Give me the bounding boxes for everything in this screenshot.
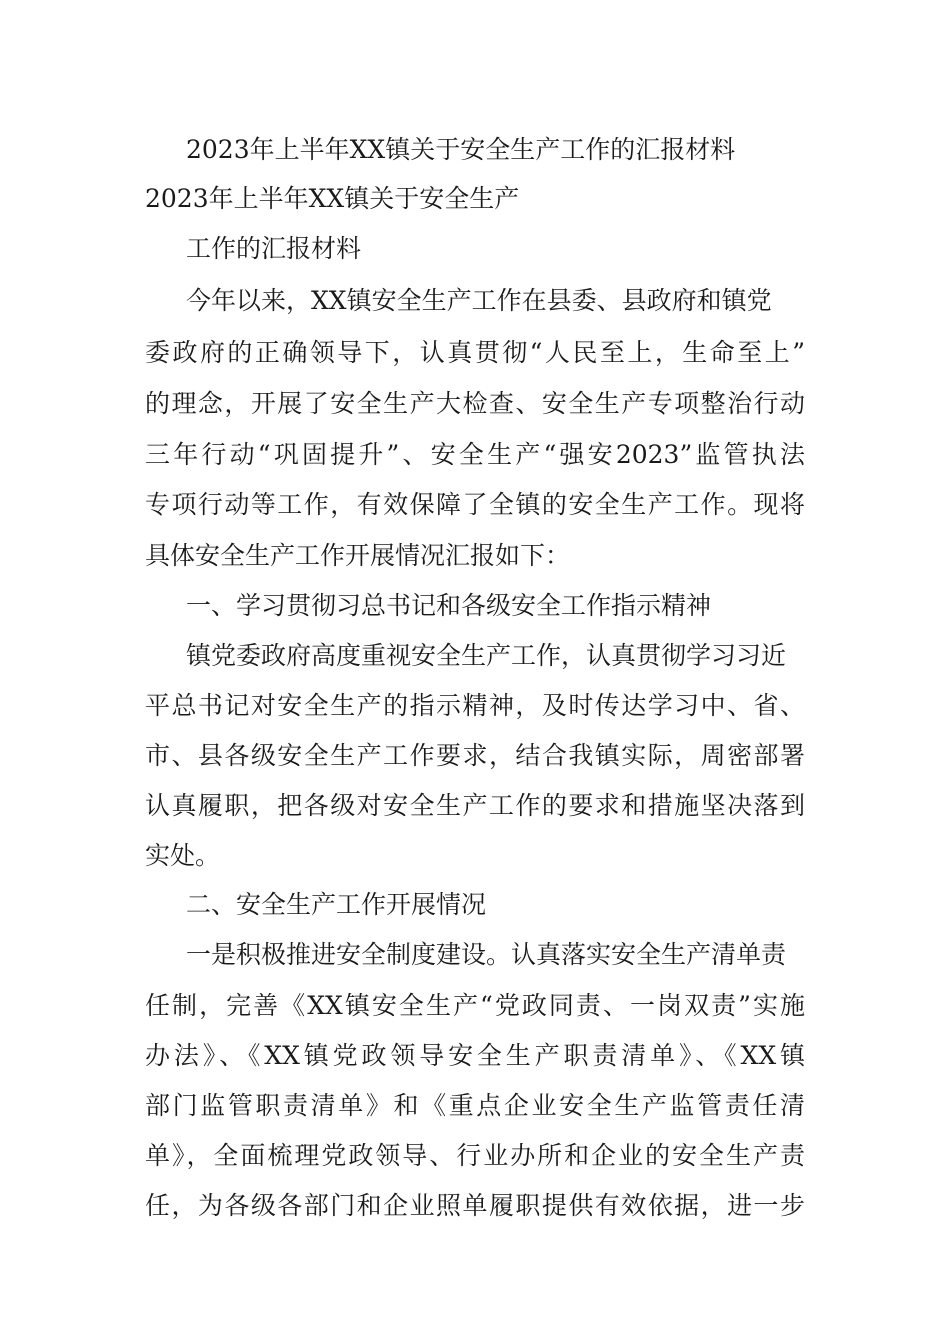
section-2-paragraph-line: 任制，完善《XX镇安全生产“党政同责、一岗双责”实施 <box>145 991 805 1020</box>
intro-paragraph-line: 三年行动“巩固提升”、安全生产“强安2023”监管执法 <box>145 440 805 469</box>
intro-paragraph-line: 专项行动等工作，有效保障了全镇的安全生产工作。现将 <box>145 490 805 519</box>
document-title: 2023年上半年XX镇关于安全生产工作的汇报材料 <box>186 135 736 164</box>
section-2-paragraph-line: 部门监管职责清单》和《重点企业安全生产监管责任清 <box>145 1091 805 1120</box>
section-1-heading: 一、学习贯彻习总书记和各级安全工作指示精神 <box>186 591 712 620</box>
intro-paragraph-line: 委政府的正确领导下，认真贯彻“人民至上，生命至上” <box>145 338 805 367</box>
section-2-paragraph-line: 任，为各级各部门和企业照单履职提供有效依据，进一步 <box>145 1191 805 1220</box>
section-2-paragraph-line: 办法》、《XX镇党政领导安全生产职责清单》、《XX镇 <box>145 1041 805 1070</box>
intro-paragraph-line: 具体安全生产工作开展情况汇报如下： <box>145 541 571 570</box>
section-1-paragraph-line: 实处。 <box>145 841 221 870</box>
section-1-paragraph-line: 市、县各级安全生产工作要求，结合我镇实际，周密部署 <box>145 741 805 770</box>
section-2-heading: 二、安全生产工作开展情况 <box>186 890 487 919</box>
section-1-paragraph-line: 平总书记对安全生产的指示精神，及时传达学习中、省、 <box>145 691 805 720</box>
intro-paragraph-line: 的理念，开展了安全生产大检查、安全生产专项整治行动 <box>145 389 805 418</box>
document-subtitle-line-2: 工作的汇报材料 <box>186 234 362 263</box>
intro-paragraph-line: 今年以来，XX镇安全生产工作在县委、县政府和镇党 <box>186 286 772 315</box>
section-2-paragraph-line: 单》，全面梳理党政领导、行业办所和企业的安全生产责 <box>145 1141 805 1170</box>
section-2-paragraph-line: 一是积极推进安全制度建设。认真落实安全生产清单责 <box>186 940 787 969</box>
document-subtitle-line-1: 2023年上半年XX镇关于安全生产 <box>145 184 520 213</box>
section-1-paragraph-line: 认真履职，把各级对安全生产工作的要求和措施坚决落到 <box>145 791 805 820</box>
section-1-paragraph-line: 镇党委政府高度重视安全生产工作，认真贯彻学习习近 <box>186 641 787 670</box>
